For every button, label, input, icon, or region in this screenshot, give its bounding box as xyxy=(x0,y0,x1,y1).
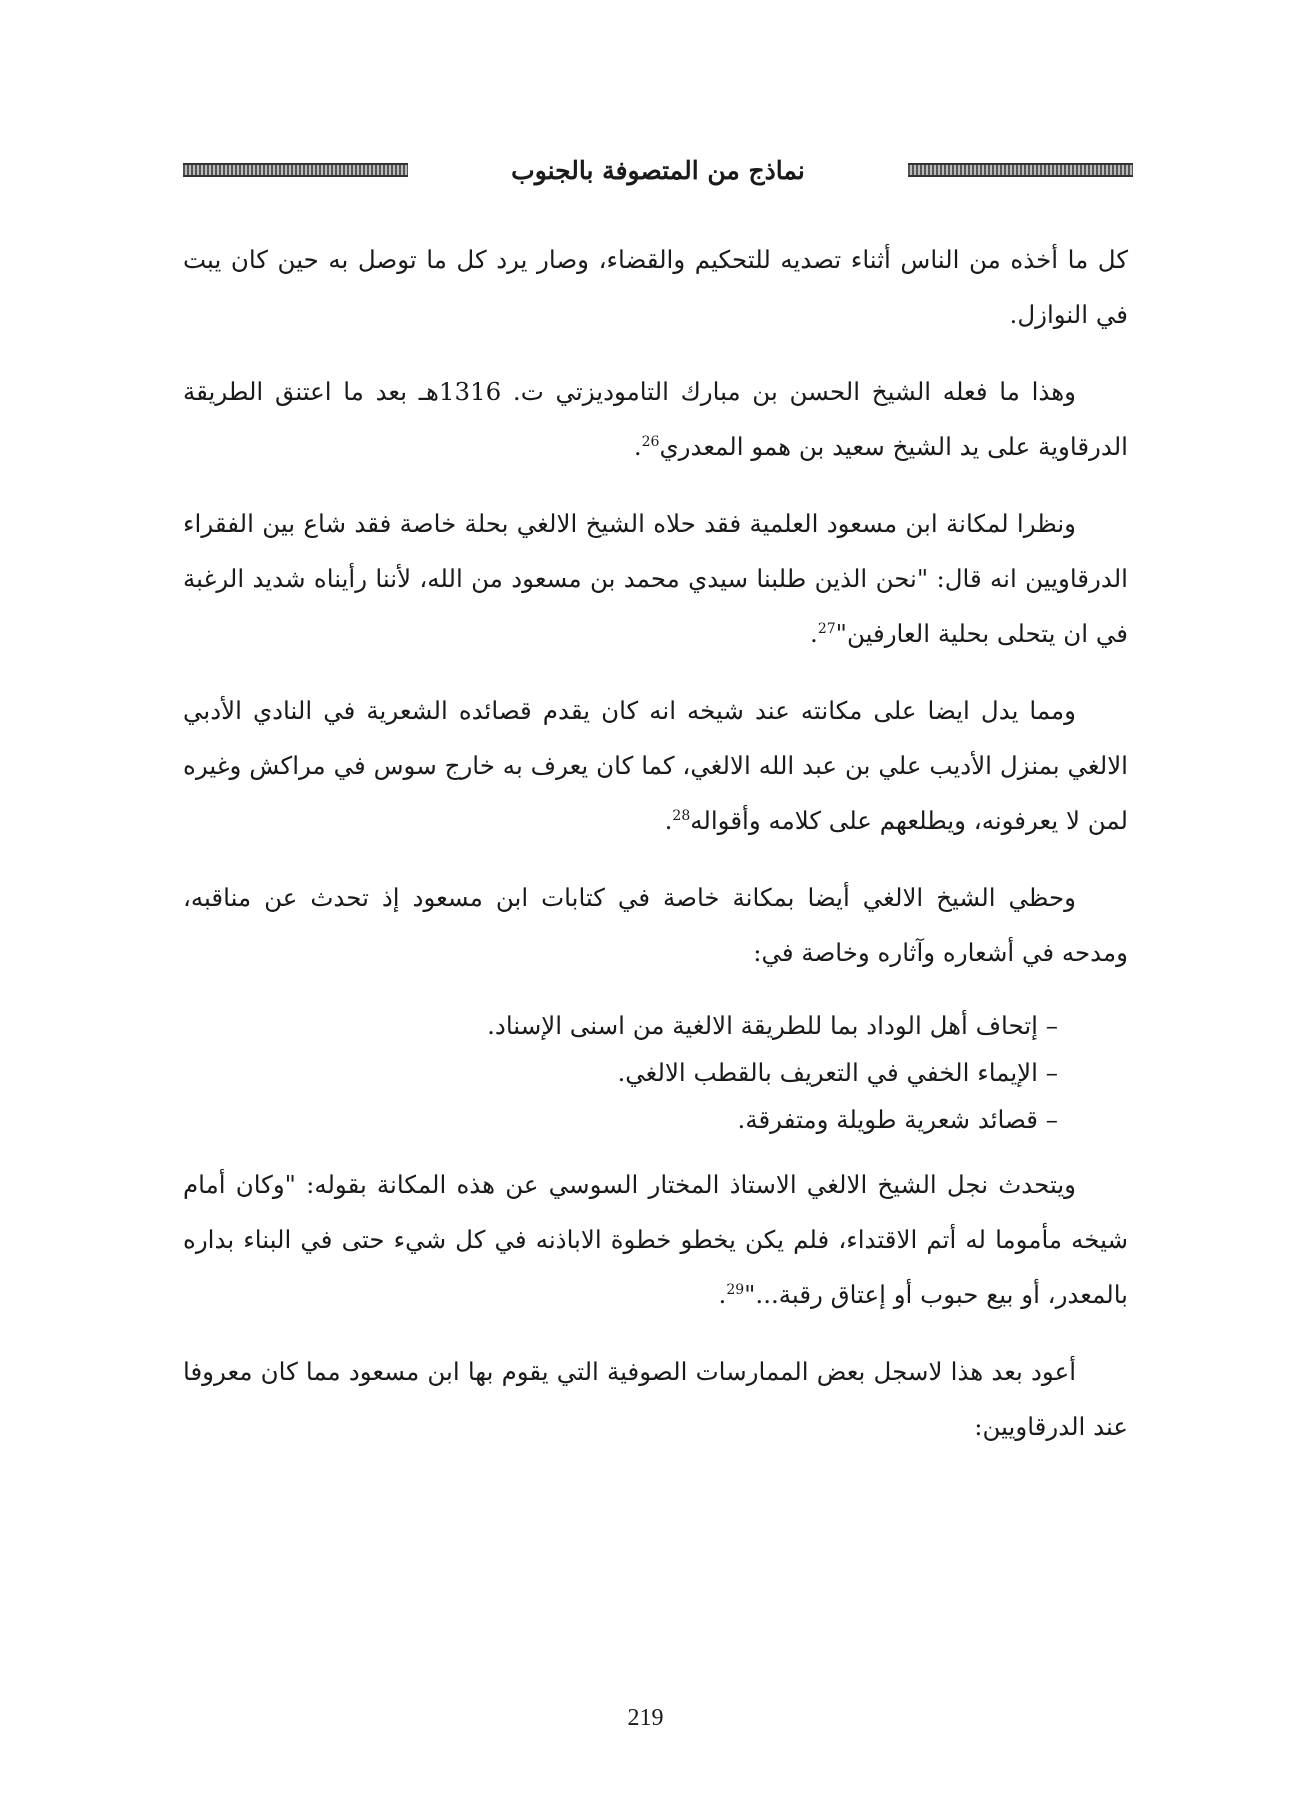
footnote-ref: 27 xyxy=(817,620,836,637)
paragraph xyxy=(183,232,1128,342)
header-rule-left xyxy=(183,163,408,177)
paragraph-text: ونظرا لمكانة ابن مسعود العلمية فقد حلاه الشيخ الالغي بحلة خاصة فقد شاع بين الفقراء الدرقاويين انه قال: "نحن الذين طلبنا سيدي محمد بن مسعود من الله، لأننا رأيناه شديد الرغبة في ان يتحلى بحلية العارفين" xyxy=(183,509,1128,648)
page-number: 219 xyxy=(627,1705,664,1731)
paragraph xyxy=(183,683,1128,848)
paragraph-text: ويتحدث نجل الشيخ الالغي الاستاذ المختار السوسي عن هذه المكانة بقوله: "وكان أمام شيخه مأموما له أتم الاقتداء، فلم يكن يخطو خطوة الاباذنه في كل شيء حتى في البناء بداره بالمعدر، أو بيع حبوب أو إعتاق رقبة..." xyxy=(183,1170,1128,1309)
running-header xyxy=(183,150,1133,190)
list-item: – إتحاف أهل الوداد بما للطريقة الالغية من اسنى الإسناد. xyxy=(183,1002,1058,1049)
paragraph-tail: . xyxy=(718,1280,727,1309)
body-text xyxy=(183,232,1128,1476)
footnote-ref: 26 xyxy=(641,433,660,450)
list-item: – قصائد شعرية طويلة ومتفرقة. xyxy=(183,1096,1058,1143)
paragraph-text: وحظي الشيخ الالغي أيضا بمكانة خاصة في كتابات ابن مسعود إذ تحدث عن مناقبه، ومدحه في أشعاره وآثاره وخاصة في: xyxy=(183,883,1128,967)
footnote-ref: 29 xyxy=(726,1281,745,1298)
paragraph xyxy=(183,870,1128,980)
paragraph xyxy=(183,496,1128,661)
header-rule-right xyxy=(908,163,1133,177)
paragraph-text: ومما يدل ايضا على مكانته عند شيخه انه كان يقدم قصائده الشعرية في النادي الأدبي الالغي بمنزل الأديب علي بن عبد الله الالغي، كما كان يعرف به خارج سوس في مراكش وغيره لمن لا يعرفونه، ويطلعهم على كلامه وأقواله xyxy=(183,696,1128,835)
paragraph-text: أعود بعد هذا لاسجل بعض الممارسات الصوفية التي يقوم بها ابن مسعود مما كان معروفا عند الدرقاويين: xyxy=(183,1357,1128,1441)
footnote-ref: 28 xyxy=(672,807,691,824)
paragraph-text: وهذا ما فعله الشيخ الحسن بن مبارك التاموديزتي ت. 1316هـ بعد ما اعتنق الطريقة الدرقاوية على يد الشيخ سعيد بن همو المعدري xyxy=(183,377,1128,461)
paragraph xyxy=(183,364,1128,474)
paragraph-tail: . xyxy=(664,806,673,835)
header-title: نماذج من المتصوفة بالجنوب xyxy=(511,155,805,185)
paragraph-tail: . xyxy=(810,619,818,648)
paragraph xyxy=(183,1157,1128,1322)
paragraph xyxy=(183,1344,1128,1454)
paragraph-tail: . xyxy=(633,432,642,461)
list-item: – الإيماء الخفي في التعريف بالقطب الالغي. xyxy=(183,1049,1058,1096)
works-list xyxy=(183,1002,1128,1143)
paragraph-text: كل ما أخذه من الناس أثناء تصديه للتحكيم والقضاء، وصار يرد كل ما توصل به حين كان يبت في النوازل. xyxy=(183,245,1128,329)
